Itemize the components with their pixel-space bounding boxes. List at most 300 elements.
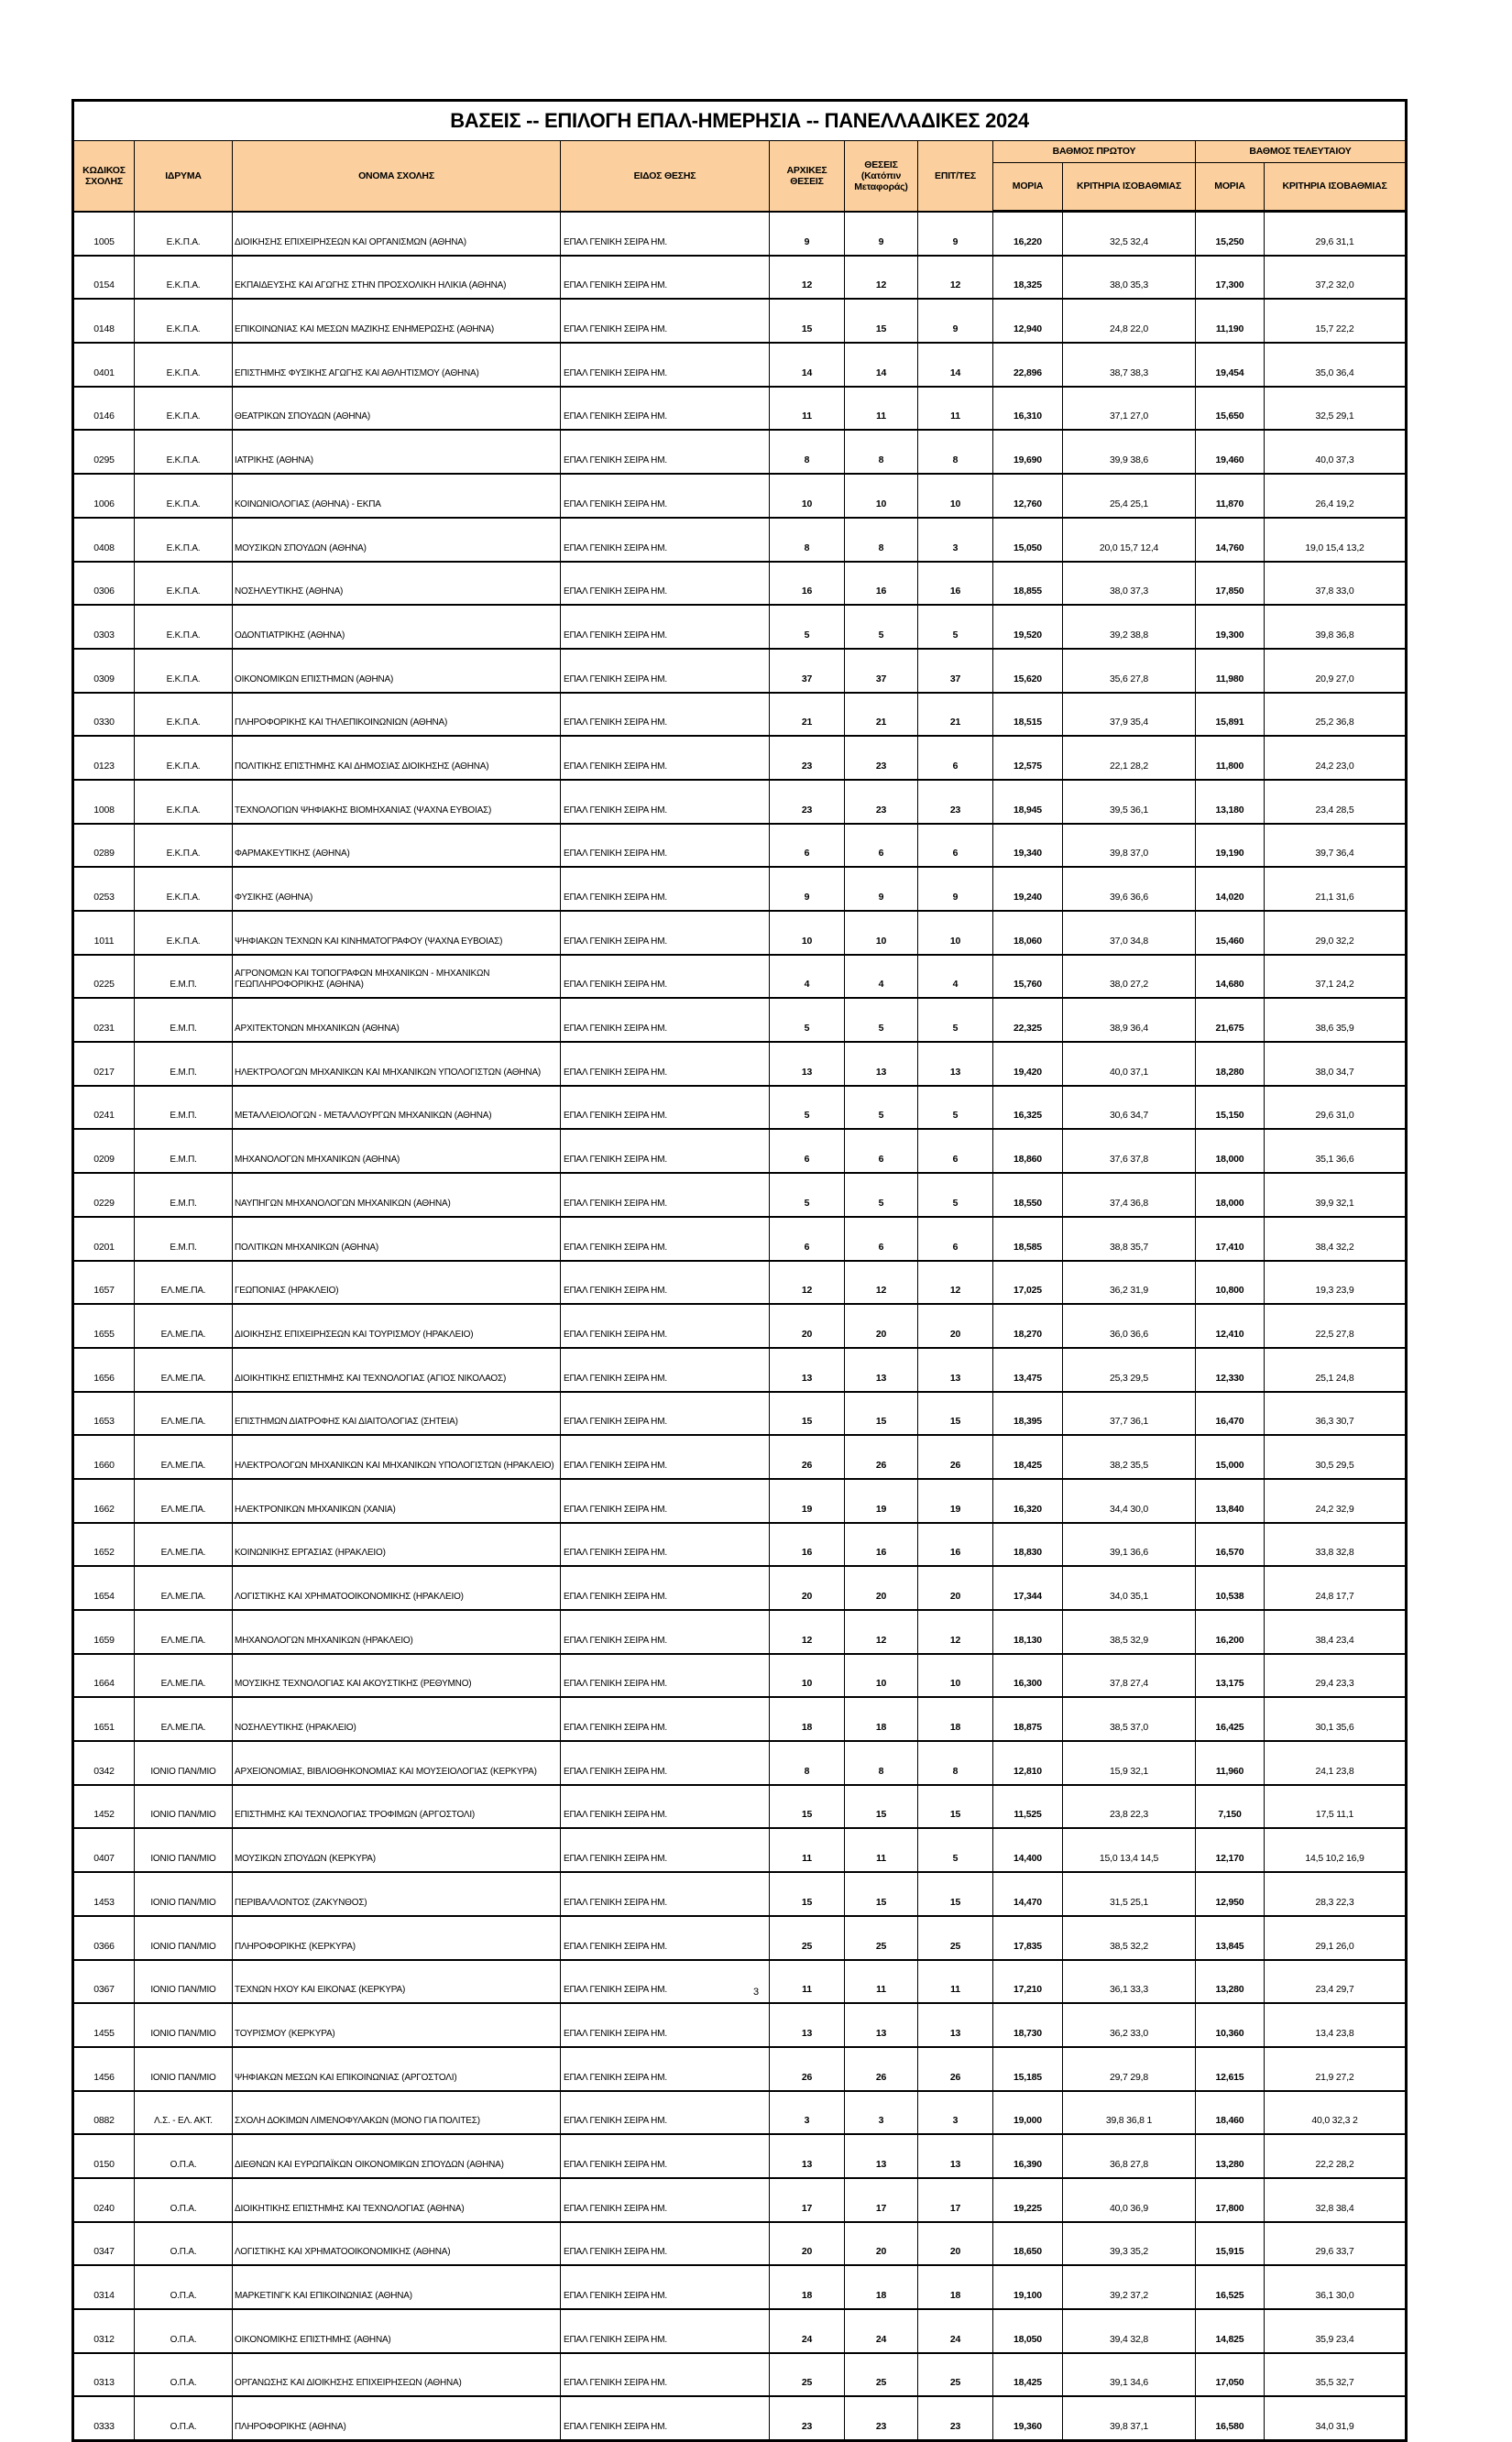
cell-position-type: ΕΠΑΛ ΓΕΝΙΚΗ ΣΕΙΡΑ ΗΜ.: [561, 2353, 770, 2397]
cell-last-criteria: 15,7 22,2: [1265, 299, 1407, 343]
cell-school-name: ΕΠΙΣΤΗΜΩΝ ΔΙΑΤΡΟΦΗΣ ΚΑΙ ΔΙΑΙΤΟΛΟΓΙΑΣ (ΣΗΤΕΙΑ): [233, 1392, 561, 1436]
cell-last-criteria: 33,8 32,8: [1265, 1523, 1407, 1567]
cell-last-moria: 11,980: [1196, 649, 1265, 693]
cell-first-moria: 16,320: [993, 1479, 1063, 1523]
cell-position-type: ΕΠΑΛ ΓΕΝΙΚΗ ΣΕΙΡΑ ΗΜ.: [561, 343, 770, 387]
cell-admitted: 3: [918, 2091, 993, 2135]
cell-last-criteria: 40,0 37,3: [1265, 430, 1407, 474]
table-row: [73, 1435, 1407, 1479]
cell-first-criteria: 25,4 25,1: [1063, 474, 1196, 518]
cell-admitted: 9: [918, 299, 993, 343]
cell-transfer-seats: 10: [845, 1654, 918, 1698]
cell-transfer-seats: 6: [845, 824, 918, 868]
cell-school-name: ΜΟΥΣΙΚΩΝ ΣΠΟΥΔΩΝ (ΚΕΡΚΥΡΑ): [233, 1828, 561, 1872]
cell-school-code: 0313: [73, 2353, 135, 2397]
cell-first-criteria: 24,8 22,0: [1063, 299, 1196, 343]
cell-initial-seats: 23: [770, 780, 845, 824]
cell-initial-seats: 16: [770, 1523, 845, 1567]
cell-first-criteria: 20,0 15,7 12,4: [1063, 518, 1196, 562]
cell-first-moria: 18,945: [993, 780, 1063, 824]
cell-initial-seats: 8: [770, 430, 845, 474]
cell-last-moria: 17,800: [1196, 2178, 1265, 2222]
cell-first-moria: 17,344: [993, 1566, 1063, 1610]
cell-transfer-seats: 13: [845, 1042, 918, 1086]
table-row: [73, 1261, 1407, 1305]
cell-institution: Ε.Μ.Π.: [135, 998, 233, 1042]
cell-school-name: ΔΙΟΙΚΗΣΗΣ ΕΠΙΧΕΙΡΗΣΕΩΝ ΚΑΙ ΟΡΓΑΝΙΣΜΩΝ (ΑΘΗΝΑ): [233, 212, 561, 256]
table-row: [73, 911, 1407, 955]
cell-last-moria: 15,891: [1196, 693, 1265, 737]
cell-first-criteria: 38,5 32,2: [1063, 1916, 1196, 1960]
cell-school-name: ΕΠΙΚΟΙΝΩΝΙΑΣ ΚΑΙ ΜΕΣΩΝ ΜΑΖΙΚΗΣ ΕΝΗΜΕΡΩΣΗΣ (ΑΘΗΝΑ): [233, 299, 561, 343]
cell-institution: Ε.Μ.Π.: [135, 1129, 233, 1173]
table-row: [73, 2353, 1407, 2397]
cell-first-criteria: 39,1 36,6: [1063, 1523, 1196, 1567]
cell-school-code: 0154: [73, 256, 135, 300]
cell-school-name: ΠΟΛΙΤΙΚΗΣ ΕΠΙΣΤΗΜΗΣ ΚΑΙ ΔΗΜΟΣΙΑΣ ΔΙΟΙΚΗΣΗΣ (ΑΘΗΝΑ): [233, 736, 561, 780]
cell-first-moria: 18,875: [993, 1697, 1063, 1741]
cell-last-moria: 17,850: [1196, 562, 1265, 606]
cell-last-moria: 13,845: [1196, 1916, 1265, 1960]
cell-first-moria: 13,475: [993, 1348, 1063, 1392]
table-row: [73, 1916, 1407, 1960]
cell-admitted: 8: [918, 430, 993, 474]
cell-first-criteria: 34,0 35,1: [1063, 1566, 1196, 1610]
cell-initial-seats: 12: [770, 1261, 845, 1305]
cell-last-moria: 13,280: [1196, 2134, 1265, 2178]
table-row: [73, 2265, 1407, 2309]
cell-first-moria: 19,420: [993, 1042, 1063, 1086]
table-row: [73, 1479, 1407, 1523]
cell-admitted: 10: [918, 1654, 993, 1698]
cell-first-criteria: 39,5 36,1: [1063, 780, 1196, 824]
cell-first-moria: 19,360: [993, 2396, 1063, 2440]
cell-last-criteria: 29,6 31,1: [1265, 212, 1407, 256]
cell-last-moria: 14,760: [1196, 518, 1265, 562]
cell-admitted: 23: [918, 780, 993, 824]
cell-last-moria: 15,000: [1196, 1435, 1265, 1479]
cell-school-name: ΠΕΡΙΒΑΛΛΟΝΤΟΣ (ΖΑΚΥΝΘΟΣ): [233, 1872, 561, 1916]
cell-school-name: ΜΟΥΣΙΚΗΣ ΤΕΧΝΟΛΟΓΙΑΣ ΚΑΙ ΑΚΟΥΣΤΙΚΗΣ (ΡΕΘΥΜΝΟ): [233, 1654, 561, 1698]
cell-initial-seats: 16: [770, 562, 845, 606]
cell-first-criteria: 32,5 32,4: [1063, 212, 1196, 256]
cell-institution: ΕΛ.ΜΕ.ΠΑ.: [135, 1523, 233, 1567]
col-group-first-grade: ΒΑΘΜΟΣ ΠΡΩΤΟΥ: [993, 141, 1196, 163]
cell-school-code: 1651: [73, 1697, 135, 1741]
cell-admitted: 5: [918, 605, 993, 649]
col-header-school-name: ΟΝΟΜΑ ΣΧΟΛΗΣ: [233, 141, 561, 212]
cell-institution: ΙΟΝΙΟ ΠΑΝ/ΜΙΟ: [135, 1916, 233, 1960]
col-group-last-grade: ΒΑΘΜΟΣ ΤΕΛΕΥΤΑΙΟΥ: [1196, 141, 1407, 163]
cell-initial-seats: 8: [770, 518, 845, 562]
cell-transfer-seats: 15: [845, 1872, 918, 1916]
cell-institution: ΕΛ.ΜΕ.ΠΑ.: [135, 1392, 233, 1436]
cell-school-name: ΟΙΚΟΝΟΜΙΚΩΝ ΕΠΙΣΤΗΜΩΝ (ΑΘΗΝΑ): [233, 649, 561, 693]
cell-initial-seats: 20: [770, 1566, 845, 1610]
cell-transfer-seats: 26: [845, 1435, 918, 1479]
cell-school-name: ΤΕΧΝΩΝ ΗΧΟΥ ΚΑΙ ΕΙΚΟΝΑΣ (ΚΕΡΚΥΡΑ): [233, 1960, 561, 2004]
cell-transfer-seats: 4: [845, 955, 918, 999]
cell-transfer-seats: 9: [845, 212, 918, 256]
cell-school-name: ΓΕΩΠΟΝΙΑΣ (ΗΡΑΚΛΕΙΟ): [233, 1261, 561, 1305]
cell-admitted: 16: [918, 1523, 993, 1567]
cell-first-criteria: 38,0 35,3: [1063, 256, 1196, 300]
cell-first-criteria: 35,6 27,8: [1063, 649, 1196, 693]
cell-admitted: 26: [918, 2047, 993, 2091]
cell-position-type: ΕΠΑΛ ΓΕΝΙΚΗ ΣΕΙΡΑ ΗΜ.: [561, 1392, 770, 1436]
cell-initial-seats: 5: [770, 1173, 845, 1217]
cell-position-type: ΕΠΑΛ ΓΕΝΙΚΗ ΣΕΙΡΑ ΗΜ.: [561, 605, 770, 649]
cell-school-code: 1005: [73, 212, 135, 256]
cell-institution: Ε.Μ.Π.: [135, 1086, 233, 1130]
cell-position-type: ΕΠΑΛ ΓΕΝΙΚΗ ΣΕΙΡΑ ΗΜ.: [561, 1086, 770, 1130]
cell-school-name: ΨΗΦΙΑΚΩΝ ΤΕΧΝΩΝ ΚΑΙ ΚΙΝΗΜΑΤΟΓΡΑΦΟΥ (ΨΑΧΝΑ ΕΥΒΟΙΑΣ): [233, 911, 561, 955]
cell-last-moria: 14,680: [1196, 955, 1265, 999]
cell-first-moria: 19,340: [993, 824, 1063, 868]
cell-school-name: ΑΡΧΕΙΟΝΟΜΙΑΣ, ΒΙΒΛΙΟΘΗΚΟΝΟΜΙΑΣ ΚΑΙ ΜΟΥΣΕΙΟΛΟΓΙΑΣ (ΚΕΡΚΥΡΑ): [233, 1741, 561, 1785]
cell-initial-seats: 25: [770, 1916, 845, 1960]
cell-first-moria: 18,395: [993, 1392, 1063, 1436]
cell-position-type: ΕΠΑΛ ΓΕΝΙΚΗ ΣΕΙΡΑ ΗΜ.: [561, 1217, 770, 1261]
cell-school-code: 0231: [73, 998, 135, 1042]
cell-school-code: 0314: [73, 2265, 135, 2309]
cell-school-name: ΔΙΟΙΚΗΣΗΣ ΕΠΙΧΕΙΡΗΣΕΩΝ ΚΑΙ ΤΟΥΡΙΣΜΟΥ (ΗΡΑΚΛΕΙΟ): [233, 1304, 561, 1348]
cell-last-criteria: 38,4 23,4: [1265, 1610, 1407, 1654]
cell-school-name: ΔΙΕΘΝΩΝ ΚΑΙ ΕΥΡΩΠΑΪΚΩΝ ΟΙΚΟΝΟΜΙΚΩΝ ΣΠΟΥΔΩΝ (ΑΘΗΝΑ): [233, 2134, 561, 2178]
cell-last-moria: 16,580: [1196, 2396, 1265, 2440]
cell-school-code: 0342: [73, 1741, 135, 1785]
cell-position-type: ΕΠΑΛ ΓΕΝΙΚΗ ΣΕΙΡΑ ΗΜ.: [561, 1566, 770, 1610]
cell-admitted: 3: [918, 518, 993, 562]
cell-initial-seats: 4: [770, 955, 845, 999]
cell-initial-seats: 17: [770, 2178, 845, 2222]
cell-transfer-seats: 20: [845, 1566, 918, 1610]
cell-initial-seats: 10: [770, 1654, 845, 1698]
cell-initial-seats: 18: [770, 2265, 845, 2309]
cell-first-criteria: 39,1 34,6: [1063, 2353, 1196, 2397]
table-row: [73, 955, 1407, 999]
table-row: [73, 1086, 1407, 1130]
cell-first-criteria: 39,9 38,6: [1063, 430, 1196, 474]
cell-position-type: ΕΠΑΛ ΓΕΝΙΚΗ ΣΕΙΡΑ ΗΜ.: [561, 998, 770, 1042]
cell-transfer-seats: 5: [845, 998, 918, 1042]
cell-transfer-seats: 18: [845, 2265, 918, 2309]
cell-first-criteria: 37,8 27,4: [1063, 1654, 1196, 1698]
cell-transfer-seats: 23: [845, 780, 918, 824]
cell-first-criteria: 36,2 31,9: [1063, 1261, 1196, 1305]
table-row: [73, 1523, 1407, 1567]
cell-first-moria: 18,855: [993, 562, 1063, 606]
col-header-school-code: ΚΩΔΙΚΟΣ ΣΧΟΛΗΣ: [73, 141, 135, 212]
cell-transfer-seats: 26: [845, 2047, 918, 2091]
cell-institution: ΙΟΝΙΟ ΠΑΝ/ΜΙΟ: [135, 2047, 233, 2091]
cell-institution: Ο.Π.Α.: [135, 2396, 233, 2440]
cell-last-moria: 16,525: [1196, 2265, 1265, 2309]
cell-school-code: 0408: [73, 518, 135, 562]
cell-admitted: 5: [918, 1173, 993, 1217]
cell-first-criteria: 40,0 36,9: [1063, 2178, 1196, 2222]
cell-last-moria: 13,175: [1196, 1654, 1265, 1698]
cell-admitted: 20: [918, 1566, 993, 1610]
cell-last-moria: 15,150: [1196, 1086, 1265, 1130]
table-row: [73, 1741, 1407, 1785]
cell-initial-seats: 18: [770, 1697, 845, 1741]
cell-first-moria: 14,400: [993, 1828, 1063, 1872]
cell-first-moria: 15,760: [993, 955, 1063, 999]
cell-initial-seats: 8: [770, 1741, 845, 1785]
table-row: [73, 387, 1407, 431]
cell-position-type: ΕΠΑΛ ΓΕΝΙΚΗ ΣΕΙΡΑ ΗΜ.: [561, 1654, 770, 1698]
cell-school-name: ΤΟΥΡΙΣΜΟΥ (ΚΕΡΚΥΡΑ): [233, 2003, 561, 2047]
cell-institution: Ε.Μ.Π.: [135, 1173, 233, 1217]
cell-institution: ΕΛ.ΜΕ.ΠΑ.: [135, 1654, 233, 1698]
cell-last-moria: 19,300: [1196, 605, 1265, 649]
cell-institution: ΙΟΝΙΟ ΠΑΝ/ΜΙΟ: [135, 1960, 233, 2004]
cell-admitted: 37: [918, 649, 993, 693]
cell-last-criteria: 29,6 33,7: [1265, 2222, 1407, 2266]
cell-initial-seats: 23: [770, 2396, 845, 2440]
cell-last-moria: 7,150: [1196, 1785, 1265, 1829]
cell-position-type: ΕΠΑΛ ΓΕΝΙΚΗ ΣΕΙΡΑ ΗΜ.: [561, 1828, 770, 1872]
cell-position-type: ΕΠΑΛ ΓΕΝΙΚΗ ΣΕΙΡΑ ΗΜ.: [561, 1523, 770, 1567]
cell-school-code: 0333: [73, 2396, 135, 2440]
cell-initial-seats: 5: [770, 605, 845, 649]
cell-admitted: 18: [918, 2265, 993, 2309]
cell-school-code: 0146: [73, 387, 135, 431]
cell-school-code: 1008: [73, 780, 135, 824]
cell-admitted: 13: [918, 2134, 993, 2178]
cell-first-moria: 14,470: [993, 1872, 1063, 1916]
cell-institution: ΙΟΝΙΟ ΠΑΝ/ΜΙΟ: [135, 2003, 233, 2047]
cell-position-type: ΕΠΑΛ ΓΕΝΙΚΗ ΣΕΙΡΑ ΗΜ.: [561, 1785, 770, 1829]
cell-institution: ΙΟΝΙΟ ΠΑΝ/ΜΙΟ: [135, 1741, 233, 1785]
table-row: [73, 299, 1407, 343]
cell-first-moria: 15,185: [993, 2047, 1063, 2091]
cell-first-criteria: 39,3 35,2: [1063, 2222, 1196, 2266]
cell-transfer-seats: 11: [845, 387, 918, 431]
cell-transfer-seats: 13: [845, 2003, 918, 2047]
cell-first-moria: 16,310: [993, 387, 1063, 431]
cell-first-criteria: 37,7 36,1: [1063, 1392, 1196, 1436]
cell-first-criteria: 15,0 13,4 14,5: [1063, 1828, 1196, 1872]
cell-first-criteria: 39,4 32,8: [1063, 2309, 1196, 2353]
cell-last-moria: 12,170: [1196, 1828, 1265, 1872]
cell-position-type: ΕΠΑΛ ΓΕΝΙΚΗ ΣΕΙΡΑ ΗΜ.: [561, 299, 770, 343]
cell-first-criteria: 37,9 35,4: [1063, 693, 1196, 737]
cell-last-moria: 18,000: [1196, 1173, 1265, 1217]
cell-first-moria: 11,525: [993, 1785, 1063, 1829]
cell-school-name: ΠΟΛΙΤΙΚΩΝ ΜΗΧΑΝΙΚΩΝ (ΑΘΗΝΑ): [233, 1217, 561, 1261]
cell-last-criteria: 22,5 27,8: [1265, 1304, 1407, 1348]
cell-initial-seats: 26: [770, 1435, 845, 1479]
cell-position-type: ΕΠΑΛ ΓΕΝΙΚΗ ΣΕΙΡΑ ΗΜ.: [561, 2265, 770, 2309]
cell-initial-seats: 5: [770, 1086, 845, 1130]
cell-transfer-seats: 18: [845, 1697, 918, 1741]
cell-last-moria: 17,410: [1196, 1217, 1265, 1261]
cell-initial-seats: 26: [770, 2047, 845, 2091]
cell-position-type: ΕΠΑΛ ΓΕΝΙΚΗ ΣΕΙΡΑ ΗΜ.: [561, 2134, 770, 2178]
cell-last-criteria: 24,2 23,0: [1265, 736, 1407, 780]
cell-first-criteria: 39,8 37,1: [1063, 2396, 1196, 2440]
cell-institution: Ο.Π.Α.: [135, 2222, 233, 2266]
cell-last-criteria: 17,5 11,1: [1265, 1785, 1407, 1829]
cell-position-type: ΕΠΑΛ ΓΕΝΙΚΗ ΣΕΙΡΑ ΗΜ.: [561, 1960, 770, 2004]
cell-last-moria: 19,460: [1196, 430, 1265, 474]
cell-initial-seats: 3: [770, 2091, 845, 2135]
cell-last-criteria: 38,4 32,2: [1265, 1217, 1407, 1261]
cell-school-code: 1652: [73, 1523, 135, 1567]
cell-first-moria: 17,835: [993, 1916, 1063, 1960]
cell-transfer-seats: 37: [845, 649, 918, 693]
cell-last-criteria: 14,5 10,2 16,9: [1265, 1828, 1407, 1872]
cell-first-moria: 18,050: [993, 2309, 1063, 2353]
cell-institution: Ε.Μ.Π.: [135, 1042, 233, 1086]
cell-school-code: 0229: [73, 1173, 135, 1217]
cell-position-type: ΕΠΑΛ ΓΕΝΙΚΗ ΣΕΙΡΑ ΗΜ.: [561, 1173, 770, 1217]
cell-first-criteria: 23,8 22,3: [1063, 1785, 1196, 1829]
cell-position-type: ΕΠΑΛ ΓΕΝΙΚΗ ΣΕΙΡΑ ΗΜ.: [561, 649, 770, 693]
table-row: [73, 1348, 1407, 1392]
cell-last-criteria: 25,1 24,8: [1265, 1348, 1407, 1392]
cell-school-name: ΔΙΟΙΚΗΤΙΚΗΣ ΕΠΙΣΤΗΜΗΣ ΚΑΙ ΤΕΧΝΟΛΟΓΙΑΣ (ΑΓΙΟΣ ΝΙΚΟΛΑΟΣ): [233, 1348, 561, 1392]
cell-transfer-seats: 5: [845, 605, 918, 649]
cell-first-moria: 16,220: [993, 212, 1063, 256]
table-row: [73, 693, 1407, 737]
cell-position-type: ΕΠΑΛ ΓΕΝΙΚΗ ΣΕΙΡΑ ΗΜ.: [561, 430, 770, 474]
cell-last-moria: 11,800: [1196, 736, 1265, 780]
cell-last-moria: 16,470: [1196, 1392, 1265, 1436]
cell-first-moria: 16,300: [993, 1654, 1063, 1698]
cell-admitted: 10: [918, 911, 993, 955]
cell-school-code: 1657: [73, 1261, 135, 1305]
cell-last-moria: 15,650: [1196, 387, 1265, 431]
cell-school-name: ΛΟΓΙΣΤΙΚΗΣ ΚΑΙ ΧΡΗΜΑΤΟΟΙΚΟΝΟΜΙΚΗΣ (ΗΡΑΚΛΕΙΟ): [233, 1566, 561, 1610]
cell-first-criteria: 25,3 29,5: [1063, 1348, 1196, 1392]
cell-admitted: 13: [918, 1042, 993, 1086]
cell-transfer-seats: 23: [845, 736, 918, 780]
cell-last-moria: 12,410: [1196, 1304, 1265, 1348]
cell-position-type: ΕΠΑΛ ΓΕΝΙΚΗ ΣΕΙΡΑ ΗΜ.: [561, 1042, 770, 1086]
cell-transfer-seats: 10: [845, 474, 918, 518]
table-row: [73, 256, 1407, 300]
cell-last-moria: 14,825: [1196, 2309, 1265, 2353]
cell-school-code: 0123: [73, 736, 135, 780]
cell-first-criteria: 38,7 38,3: [1063, 343, 1196, 387]
cell-position-type: ΕΠΑΛ ΓΕΝΙΚΗ ΣΕΙΡΑ ΗΜ.: [561, 1304, 770, 1348]
cell-last-moria: 17,300: [1196, 256, 1265, 300]
cell-initial-seats: 10: [770, 911, 845, 955]
cell-institution: Ε.Μ.Π.: [135, 955, 233, 999]
cell-admitted: 4: [918, 955, 993, 999]
cell-first-criteria: 40,0 37,1: [1063, 1042, 1196, 1086]
cell-initial-seats: 21: [770, 693, 845, 737]
cell-last-criteria: 39,7 36,4: [1265, 824, 1407, 868]
cell-position-type: ΕΠΑΛ ΓΕΝΙΚΗ ΣΕΙΡΑ ΗΜ.: [561, 2091, 770, 2135]
table-row: [73, 1654, 1407, 1698]
cell-initial-seats: 11: [770, 387, 845, 431]
cell-initial-seats: 15: [770, 1872, 845, 1916]
cell-position-type: ΕΠΑΛ ΓΕΝΙΚΗ ΣΕΙΡΑ ΗΜ.: [561, 1610, 770, 1654]
cell-first-criteria: 36,0 36,6: [1063, 1304, 1196, 1348]
cell-admitted: 25: [918, 1916, 993, 1960]
cell-school-name: ΛΟΓΙΣΤΙΚΗΣ ΚΑΙ ΧΡΗΜΑΤΟΟΙΚΟΝΟΜΙΚΗΣ (ΑΘΗΝΑ): [233, 2222, 561, 2266]
cell-position-type: ΕΠΑΛ ΓΕΝΙΚΗ ΣΕΙΡΑ ΗΜ.: [561, 562, 770, 606]
cell-position-type: ΕΠΑΛ ΓΕΝΙΚΗ ΣΕΙΡΑ ΗΜ.: [561, 1129, 770, 1173]
cell-school-code: 1655: [73, 1304, 135, 1348]
cell-transfer-seats: 3: [845, 2091, 918, 2135]
cell-initial-seats: 25: [770, 2353, 845, 2397]
cell-first-moria: 12,810: [993, 1741, 1063, 1785]
admissions-table: [71, 99, 1408, 2442]
cell-admitted: 11: [918, 1960, 993, 2004]
cell-transfer-seats: 24: [845, 2309, 918, 2353]
cell-last-criteria: 35,9 23,4: [1265, 2309, 1407, 2353]
cell-first-moria: 15,620: [993, 649, 1063, 693]
cell-institution: Ε.Κ.Π.Α.: [135, 780, 233, 824]
cell-last-moria: 10,538: [1196, 1566, 1265, 1610]
cell-initial-seats: 15: [770, 1785, 845, 1829]
cell-last-criteria: 37,2 32,0: [1265, 256, 1407, 300]
cell-transfer-seats: 20: [845, 1304, 918, 1348]
table-row: [73, 212, 1407, 256]
cell-admitted: 5: [918, 998, 993, 1042]
cell-position-type: ΕΠΑΛ ΓΕΝΙΚΗ ΣΕΙΡΑ ΗΜ.: [561, 2396, 770, 2440]
cell-last-criteria: 29,1 26,0: [1265, 1916, 1407, 1960]
cell-school-code: 1006: [73, 474, 135, 518]
cell-initial-seats: 14: [770, 343, 845, 387]
cell-school-name: ΠΛΗΡΟΦΟΡΙΚΗΣ (ΑΘΗΝΑ): [233, 2396, 561, 2440]
cell-school-code: 0225: [73, 955, 135, 999]
cell-transfer-seats: 11: [845, 1828, 918, 1872]
cell-first-criteria: 36,8 27,8: [1063, 2134, 1196, 2178]
cell-first-moria: 22,325: [993, 998, 1063, 1042]
cell-transfer-seats: 15: [845, 1392, 918, 1436]
table-row: [73, 2309, 1407, 2353]
cell-position-type: ΕΠΑΛ ΓΕΝΙΚΗ ΣΕΙΡΑ ΗΜ.: [561, 1916, 770, 1960]
cell-position-type: ΕΠΑΛ ΓΕΝΙΚΗ ΣΕΙΡΑ ΗΜ.: [561, 911, 770, 955]
cell-admitted: 15: [918, 1392, 993, 1436]
cell-position-type: ΕΠΑΛ ΓΕΝΙΚΗ ΣΕΙΡΑ ΗΜ.: [561, 955, 770, 999]
cell-first-moria: 18,650: [993, 2222, 1063, 2266]
cell-first-moria: 17,210: [993, 1960, 1063, 2004]
cell-institution: ΕΛ.ΜΕ.ΠΑ.: [135, 1566, 233, 1610]
cell-first-moria: 19,690: [993, 430, 1063, 474]
cell-last-moria: 12,330: [1196, 1348, 1265, 1392]
cell-school-name: ΟΔΟΝΤΙΑΤΡΙΚΗΣ (ΑΘΗΝΑ): [233, 605, 561, 649]
cell-school-name: ΜΗΧΑΝΟΛΟΓΩΝ ΜΗΧΑΝΙΚΩΝ (ΑΘΗΝΑ): [233, 1129, 561, 1173]
cell-school-code: 0150: [73, 2134, 135, 2178]
cell-last-moria: 16,200: [1196, 1610, 1265, 1654]
cell-first-criteria: 36,1 33,3: [1063, 1960, 1196, 2004]
cell-institution: Ε.Κ.Π.Α.: [135, 605, 233, 649]
cell-initial-seats: 24: [770, 2309, 845, 2353]
cell-last-moria: 13,280: [1196, 1960, 1265, 2004]
title-row: [73, 101, 1407, 141]
table-row: [73, 2222, 1407, 2266]
cell-initial-seats: 11: [770, 1828, 845, 1872]
cell-position-type: ΕΠΑΛ ΓΕΝΙΚΗ ΣΕΙΡΑ ΗΜ.: [561, 2222, 770, 2266]
cell-initial-seats: 5: [770, 998, 845, 1042]
cell-last-criteria: 24,2 32,9: [1265, 1479, 1407, 1523]
cell-first-moria: 18,830: [993, 1523, 1063, 1567]
cell-first-criteria: 15,9 32,1: [1063, 1741, 1196, 1785]
cell-school-code: 0240: [73, 2178, 135, 2222]
cell-position-type: ΕΠΑΛ ΓΕΝΙΚΗ ΣΕΙΡΑ ΗΜ.: [561, 387, 770, 431]
cell-school-code: 0309: [73, 649, 135, 693]
cell-first-criteria: 39,2 37,2: [1063, 2265, 1196, 2309]
cell-transfer-seats: 12: [845, 1610, 918, 1654]
cell-admitted: 20: [918, 1304, 993, 1348]
